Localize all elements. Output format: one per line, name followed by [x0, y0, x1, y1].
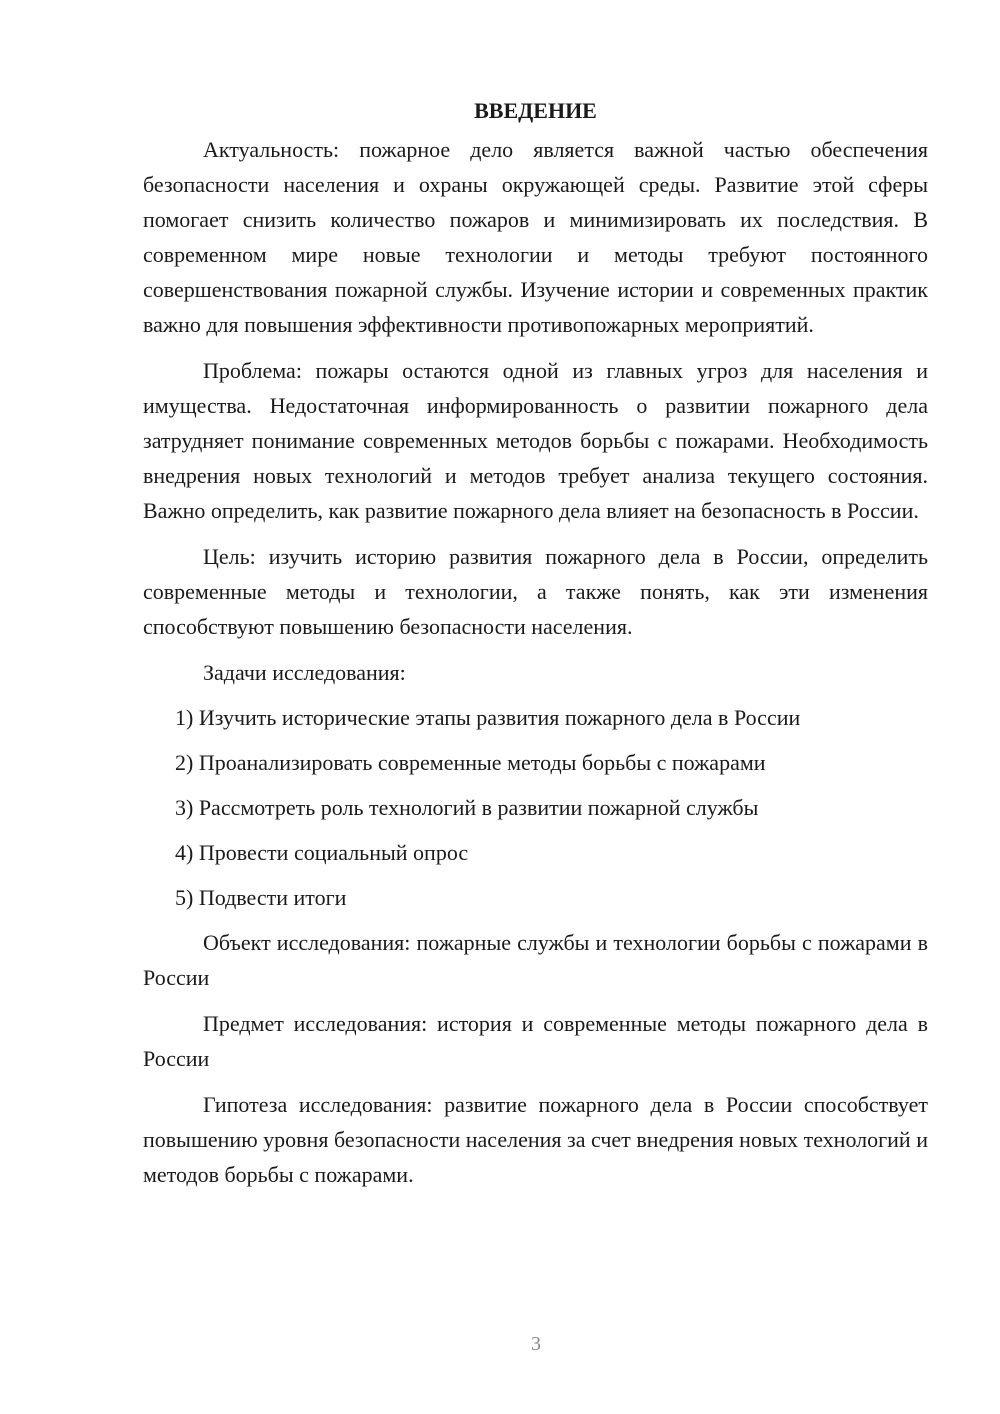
tasks-heading: Задачи исследования: — [203, 660, 406, 685]
relevance-paragraph: Актуальность: пожарное дело является важной частью обеспечения безопасности населения и охраны окружающей среды. Развитие этой сферы помогает снизить количество пожаров и минимизировать их последствия. В современном мире новые технологии и методы требуют постоянного совершенствования пожарной службы. Изучение истории и современных практик важно для повышения эффективности противопожарных мероприятий. — [143, 137, 928, 337]
subject-paragraph: Предмет исследования: история и современные методы пожарного дела в России — [143, 1011, 928, 1071]
list-item: 5) Подвести итоги — [175, 885, 347, 910]
hypothesis-paragraph: Гипотеза исследования: развитие пожарного дела в России способствует повышению уровня безопасности населения за счет внедрения новых технологий и методов борьбы с пожарами. — [143, 1092, 928, 1187]
tasks-list — [143, 700, 928, 915]
list-item: 1) Изучить исторические этапы развития пожарного дела в России — [175, 705, 801, 730]
list-item: 4) Провести социальный опрос — [175, 840, 469, 865]
list-item: 2) Проанализировать современные методы борьбы с пожарами — [175, 750, 766, 775]
list-item: 3) Рассмотреть роль технологий в развитии пожарной службы — [175, 795, 759, 820]
problem-paragraph: Проблема: пожары остаются одной из главных угроз для населения и имущества. Недостаточная информированность о развитии пожарного дела затрудняет понимание современных методов борьбы с пожарами. Необходимость внедрения новых технологий и методов требует анализа текущего состояния. Важно определить, как развитие пожарного дела влияет на безопасность в России. — [143, 358, 928, 523]
object-paragraph: Объект исследования: пожарные службы и технологии борьбы с пожарами в России — [143, 930, 928, 990]
page-number: 3 — [531, 1333, 541, 1355]
document-page — [143, 96, 928, 1203]
page-title: ВВЕДЕНИЕ — [474, 98, 597, 123]
goal-paragraph: Цель: изучить историю развития пожарного дела в России, определить современные методы и технологии, а также понять, как эти изменения способствуют повышению безопасности населения. — [143, 544, 928, 639]
